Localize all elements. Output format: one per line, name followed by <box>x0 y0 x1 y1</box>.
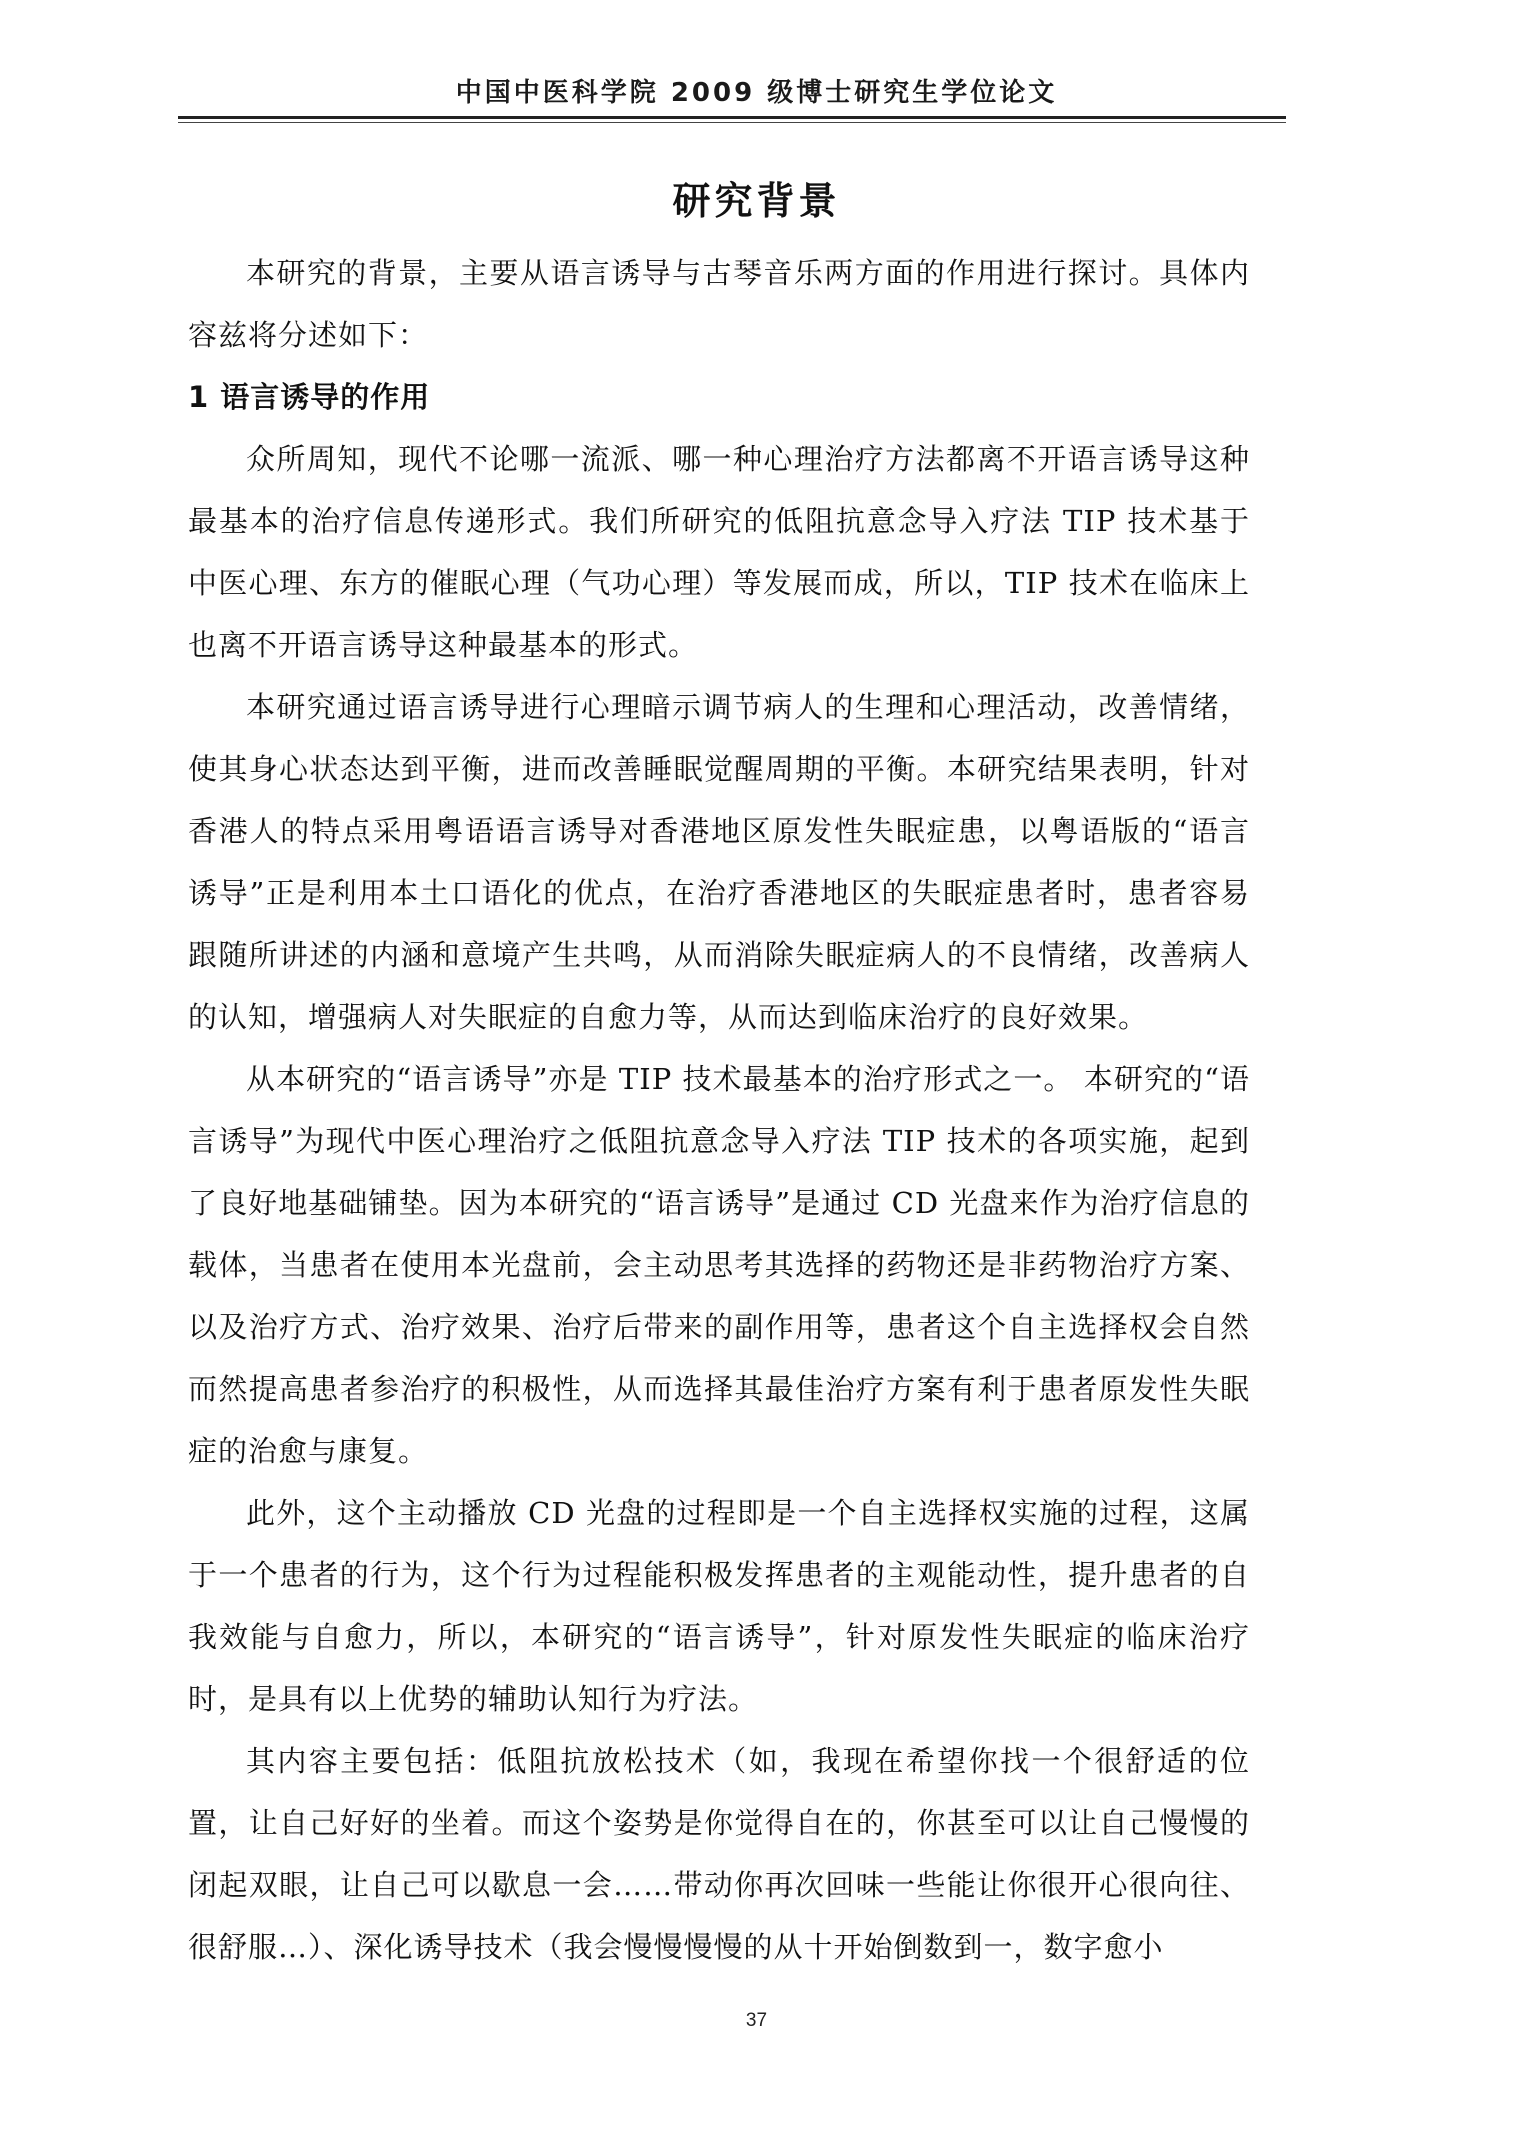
header-rule <box>178 116 1286 119</box>
paragraph-2: 本研究通过语言诱导进行心理暗示调节病人的生理和心理活动，改善情绪，使其身心状态达到平衡，进而改善睡眠觉醒周期的平衡。本研究结果表明，针对香港人的特点采用粤语语言诱导对香港地区原发性失眠症患，以粤语版的“语言诱导”正是利用本土口语化的优点，在治疗香港地区的失眠症患者时，患者容易跟随所讲述的内涵和意境产生共鸣，从而消除失眠症病人的不良情绪，改善病人的认知，增强病人对失眠症的自愈力等，从而达到临床治疗的良好效果。 <box>188 690 1250 1034</box>
subsection-heading: 1 语言诱导的作用 <box>188 380 431 414</box>
paragraph-4: 此外，这个主动播放 CD 光盘的过程即是一个自主选择权实施的过程，这属于一个患者的行为，这个行为过程能积极发挥患者的主观能动性，提升患者的自我效能与自愈力，所以，本研究的“语言诱导”，针对原发性失眠症的临床治疗时，是具有以上优势的辅助认知行为疗法。 <box>188 1496 1250 1716</box>
intro-paragraph: 本研究的背景，主要从语言诱导与古琴音乐两方面的作用进行探讨。具体内容兹将分述如下： <box>188 256 1250 352</box>
section-title: 研究背景 <box>672 179 841 223</box>
paragraph-1: 众所周知，现代不论哪一流派、哪一种心理治疗方法都离不开语言诱导这种最基本的治疗信息传递形式。我们所研究的低阻抗意念导入疗法 TIP 技术基于中医心理、东方的催眠心理（气功心理）等发展而成，所以，TIP 技术在临床上也离不开语言诱导这种最基本的形式。 <box>188 442 1250 662</box>
page-number: 37 <box>745 2010 768 2031</box>
body-text <box>188 242 1250 1978</box>
paragraph-3: 从本研究的“语言诱导”亦是 TIP 技术最基本的治疗形式之一。 本研究的“语言诱导”为现代中医心理治疗之低阻抗意念导入疗法 TIP 技术的各项实施，起到了良好地基础铺垫。因为本研究的“语言诱导”是通过 CD 光盘来作为治疗信息的载体，当患者在使用本光盘前，会主动思考其选择的药物还是非药物治疗方案、以及治疗方式、治疗效果、治疗后带来的副作用等，患者这个自主选择权会自然而然提高患者参治疗的积极性，从而选择其最佳治疗方案有利于患者原发性失眠症的治愈与康复。 <box>188 1062 1250 1468</box>
running-header: 中国中医科学院 2009 级博士研究生学位论文 <box>455 78 1058 108</box>
header-rule-thin <box>178 122 1286 123</box>
paragraph-5: 其内容主要包括：低阻抗放松技术（如，我现在希望你找一个很舒适的位置，让自己好好的坐着。而这个姿势是你觉得自在的，你甚至可以让自己慢慢的闭起双眼，让自己可以歇息一会……带动你再次回味一些能让你很开心很向往、很舒服…）、深化诱导技术（我会慢慢慢慢的从十开始倒数到一，数字愈小 <box>188 1744 1250 1964</box>
